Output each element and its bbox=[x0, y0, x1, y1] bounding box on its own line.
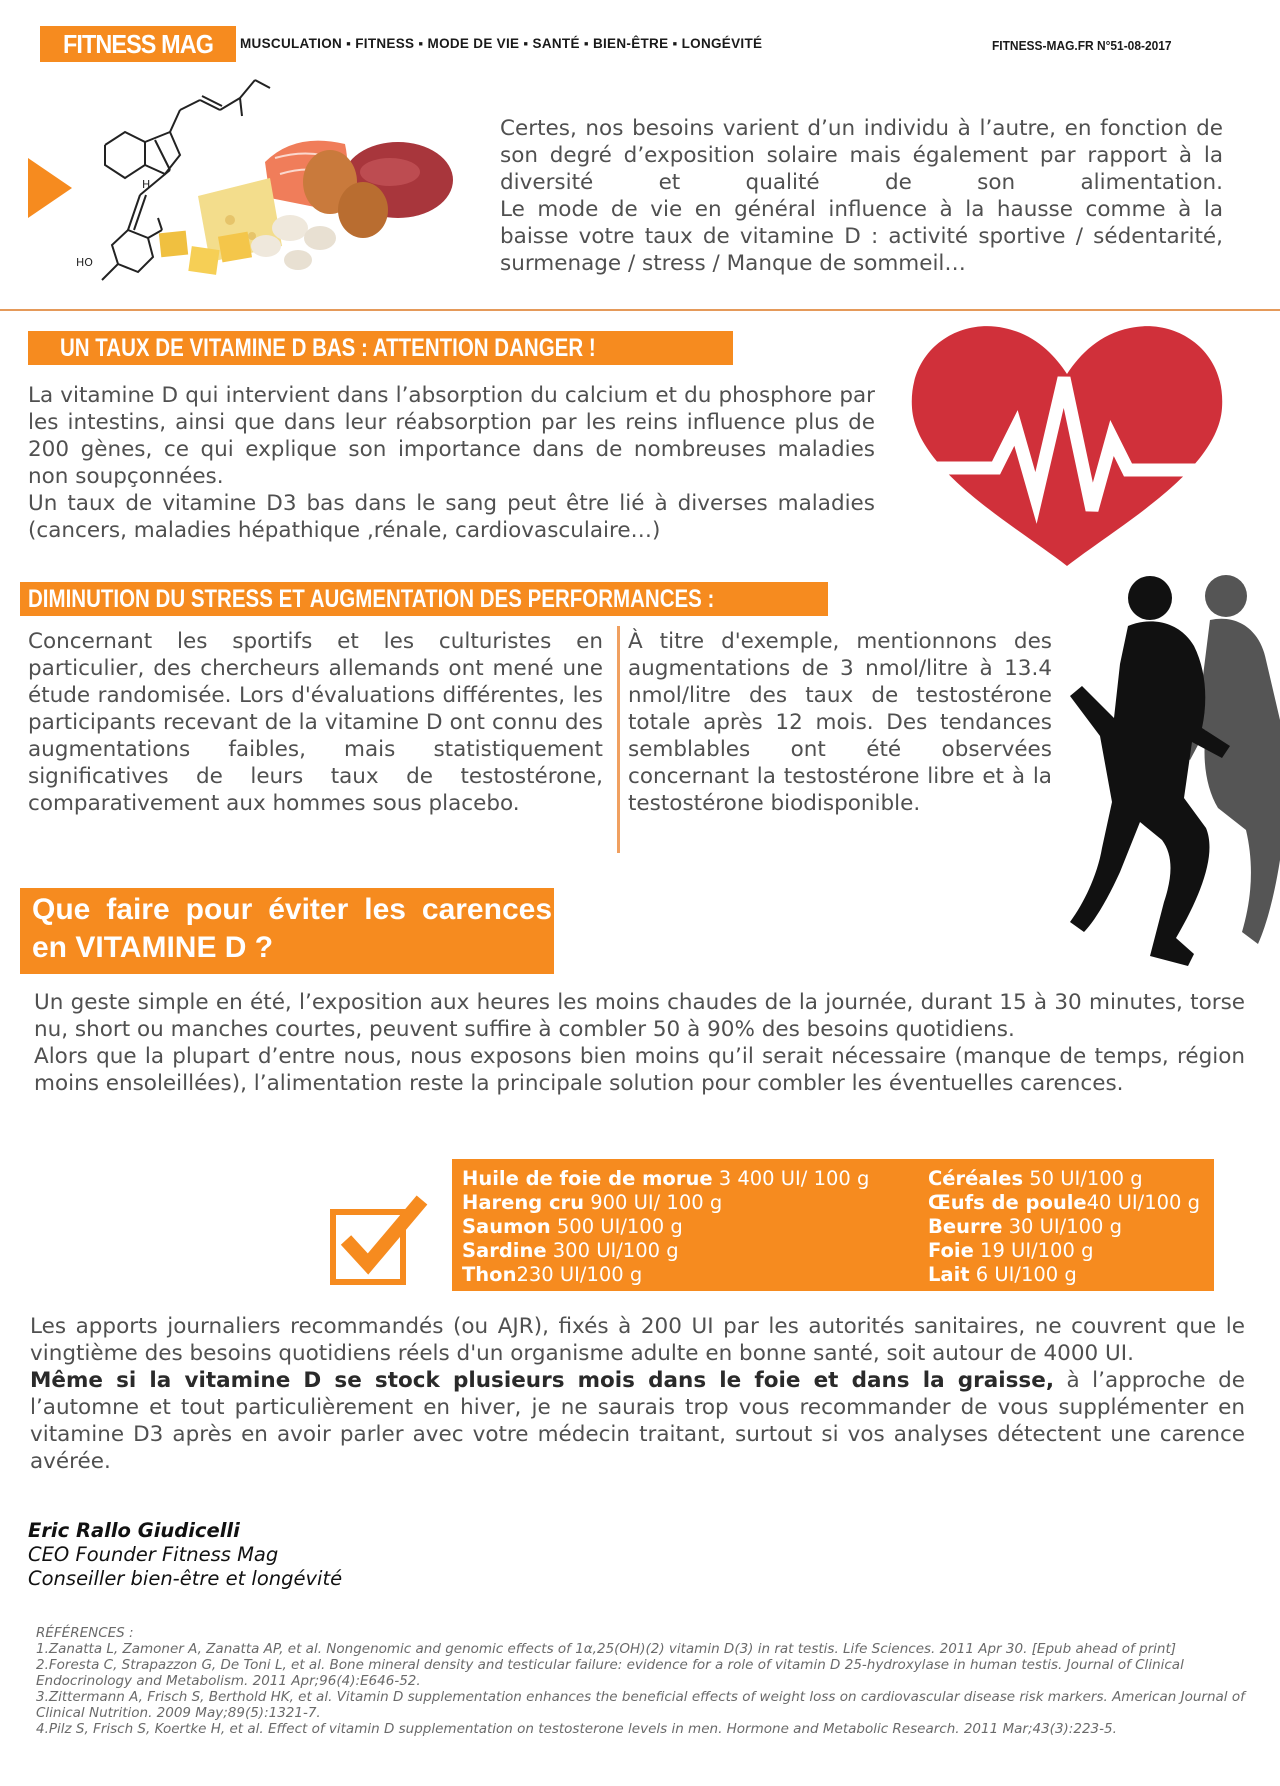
reference-item: 2.Foresta C, Strapazzon G, De Toni L, et al. Bone mineral density and testicular failure: evidence for a role of vitamin D 25-hydroxylase in human testis. Journal of Clinical Endocrinology and Metabolism. 2011 Apr;96(4):E646-52. bbox=[36, 1657, 1184, 1689]
intro-paragraph-1: Certes, nos besoins varient d’un individu à l’autre, en fonction de son degré d’exposition solaire mais également par rapport à la diversité et qualité de son alimentation. bbox=[500, 116, 1223, 195]
reference-item: 1.Zanatta L, Zamoner A, Zanatta AP, et al. Nongenomic and genomic effects of 1α,25(OH)(2) vitamin D(3) in rat testis. Life Sciences. 2011 Apr 30. [Epub ahead of print] bbox=[36, 1641, 1177, 1657]
vitamin-d-illustration bbox=[20, 70, 490, 290]
author-name: Eric Rallo Giudicelli bbox=[28, 1519, 240, 1542]
column-separator bbox=[617, 626, 620, 853]
section-divider bbox=[0, 309, 1280, 311]
food-row: Céréales 50 UI/100 g bbox=[928, 1167, 1143, 1190]
section1-body bbox=[28, 382, 875, 544]
brand-logo-text: FITNESS MAG bbox=[62, 29, 213, 59]
arrow-icon bbox=[28, 158, 72, 218]
food-list-left bbox=[462, 1167, 869, 1287]
closing-emphasis: Même si la vitamine D se stock plusieurs mois dans le foie et dans la graisse, bbox=[30, 1368, 1054, 1393]
author-role: CEO Founder Fitness Mag bbox=[28, 1543, 279, 1566]
food-row: Sardine 300 UI/100 g bbox=[462, 1239, 679, 1262]
section1-heading: UN TAUX DE VITAMINE D BAS : ATTENTION DANGER ! bbox=[60, 334, 596, 362]
intro-text bbox=[500, 115, 1223, 277]
food-row: Beurre 30 UI/100 g bbox=[928, 1215, 1123, 1238]
section2-right-column: À titre d'exemple, mentionnons des augmentations de 3 nmol/litre à 13.4 nmol/litre des taux de testostérone totale après 12 mois. Des tendances semblables ont été observées concernant la testostérone libre et à la testostérone biodisponible. bbox=[628, 629, 1052, 816]
runners-silhouette bbox=[1070, 560, 1280, 980]
food-row: Hareng cru 900 UI/ 100 g bbox=[462, 1191, 723, 1214]
food-row: Foie 19 UI/100 g bbox=[928, 1239, 1094, 1262]
section2-left-column: Concernant les sportifs et les culturistes en particulier, des chercheurs allemands ont mené une étude randomisée. Lors d'évaluations différentes, les participants recevant de la vitamine D ont connu des augmentations faibles, mais statistiquement significatives de leurs taux de testostérone, comparativement aux hommes sous placebo. bbox=[28, 629, 603, 816]
food-row: Œufs de poule40 UI/100 g bbox=[928, 1191, 1201, 1214]
closing-paragraph-2 bbox=[30, 1367, 1245, 1475]
molecule-h-label: H bbox=[142, 178, 151, 191]
reference-item: 3.Zittermann A, Frisch S, Berthold HK, et al. Vitamin D supplementation enhances the beneficial effects of weight loss on cardiovascular disease risk markers. American Journal of Clinical Nutrition. 2009 May;89(5):1321-7. bbox=[36, 1689, 1245, 1721]
food-row: Thon230 UI/100 g bbox=[462, 1263, 643, 1286]
heart-heartbeat-icon bbox=[904, 320, 1230, 570]
food-list-right bbox=[928, 1167, 1200, 1287]
section3-heading: Que faire pour éviter les carences en VITAMINE D ? bbox=[32, 893, 552, 964]
references bbox=[36, 1625, 1246, 1737]
issue-number: FITNESS-MAG.FR N°51-08-2017 bbox=[992, 38, 1172, 53]
section3-body bbox=[34, 989, 1245, 1097]
food-row: Lait 6 UI/100 g bbox=[928, 1263, 1077, 1286]
references-title: RÉFÉRENCES : bbox=[36, 1625, 134, 1641]
food-picture bbox=[159, 141, 453, 275]
section3-paragraph-2: Alors que la plupart d’entre nous, nous exposons bien moins qu’il serait nécessaire (manque de temps, région moins ensoleillées), l’alimentation reste la principale solution pour combler les éventuelles carences. bbox=[34, 1044, 1245, 1096]
food-row: Saumon 500 UI/100 g bbox=[462, 1215, 683, 1238]
closing-rest: à l’approche de l’automne et tout particulièrement en hiver, je ne saurais trop vous recommander de vous supplémenter en vitamine D3 après en avoir parler avec votre médecin traitant, surtout si vos analyses détectent une carence avérée. bbox=[30, 1368, 1245, 1474]
checkmark-icon bbox=[326, 1190, 436, 1290]
author-signature bbox=[28, 1519, 342, 1591]
closing-paragraph-1: Les apports journaliers recommandés (ou AJR), fixés à 200 UI par les autorités sanitaires, ne couvrent que le vingtième des besoins quotidiens réels d'un organisme adulte en bonne santé, soit autour de 4000 UI. bbox=[30, 1314, 1245, 1366]
section3-paragraph-1: Un geste simple en été, l’exposition aux heures les moins chaudes de la journée, durant 15 à 30 minutes, torse nu, short ou manches courtes, peuvent suffire à combler 50 à 90% des besoins quotidiens. bbox=[34, 990, 1245, 1042]
section2-heading: DIMINUTION DU STRESS ET AUGMENTATION DES PERFORMANCES : bbox=[28, 585, 715, 613]
food-row: Huile de foie de morue 3 400 UI/ 100 g bbox=[462, 1167, 870, 1190]
reference-item: 4.Pilz S, Frisch S, Koertke H, et al. Effect of vitamin D supplementation on testosterone levels in men. Hormone and Metabolic Research. 2011 Mar;43(3):223-5. bbox=[36, 1721, 1117, 1737]
molecule-ho-label: HO bbox=[76, 256, 93, 269]
intro-paragraph-2: Le mode de vie en général influence à la hausse comme à la baisse votre taux de vitamine D : activité sportive / sédentarité, surmenage / stress / Manque de sommeil… bbox=[500, 197, 1223, 276]
category-nav: MUSCULATION ▪ FITNESS ▪ MODE DE VIE ▪ SANTÉ ▪ BIEN-ÊTRE ▪ LONGÉVITÉ bbox=[240, 36, 763, 51]
closing-text bbox=[30, 1313, 1245, 1475]
section1-paragraph-2: Un taux de vitamine D3 bas dans le sang peut être lié à diverses maladies (cancers, maladies hépathique ,rénale, cardiovasculaire…) bbox=[28, 491, 875, 543]
author-role: Conseiller bien-être et longévité bbox=[28, 1567, 343, 1590]
section1-paragraph-1: La vitamine D qui intervient dans l’absorption du calcium et du phosphore par les intestins, ainsi que dans leur réabsorption par les reins influence plus de 200 gènes, ce qui explique son importance dans de nombreuses maladies non soupçonnées. bbox=[28, 383, 875, 489]
